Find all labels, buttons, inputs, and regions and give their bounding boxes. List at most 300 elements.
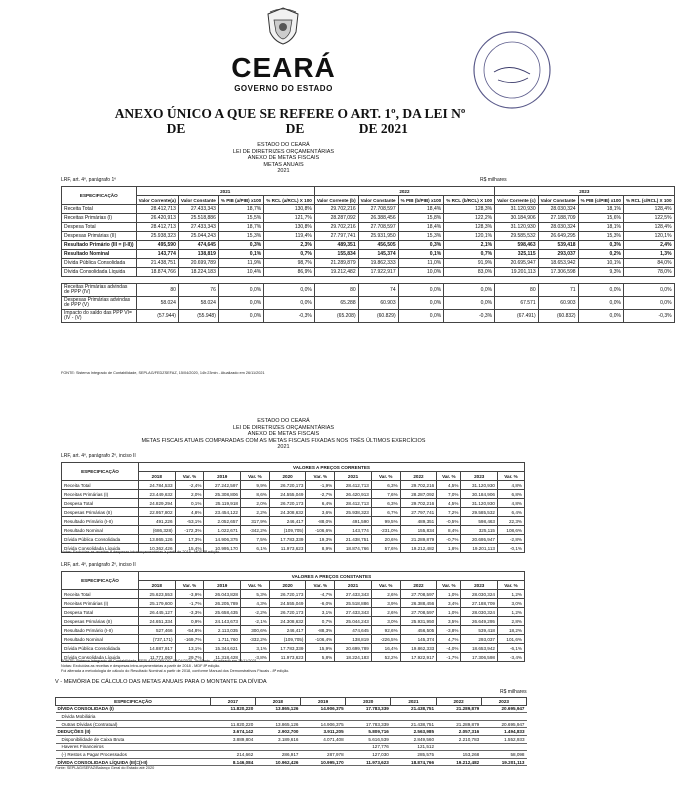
table-row [62,590,525,599]
cell-value: 1,0% [437,590,461,599]
cell-value: 4,5% [437,481,461,490]
cell-value: (737,171) [139,635,176,644]
table-row [62,223,675,232]
cell-value: 6,1% [240,544,269,553]
cell-value: 84,0% [623,259,674,268]
row-label: DEDUÇÕES (II) [56,728,211,736]
col-header: Var. % [497,472,524,481]
cell-value: 0,0% [398,297,444,310]
cell-value: 11.973,623 [269,653,306,662]
cell-value: 24.308,632 [269,508,306,517]
cell-value: 26.420,913 [335,490,372,499]
cell-value: 78,0% [623,268,674,277]
cell-value [300,743,345,751]
subcol-header: Valor Constante [178,196,218,205]
cell-value: 5.809,716 [346,728,391,736]
cell-value: 0,3% [398,241,444,250]
cell-value: 8,6% [240,490,269,499]
cell-value: 2.210,783 [436,735,481,743]
cell-value: 17.306,598 [461,653,498,662]
section2-hdr-line: ANEXO DE METAS FISCAIS [247,431,320,438]
cell-value: -172,3% [175,526,204,535]
cell-value: -88,3% [306,626,335,635]
cell-value: 153,268 [436,751,481,759]
cell-value: 0,1% [218,250,263,259]
cell-value: 18.224,183 [178,268,218,277]
cell-value: 21.289,879 [436,705,481,713]
cell-value: -0,3% [623,310,674,323]
cell-value: 80 [314,284,358,297]
table-row [62,297,675,310]
col-header: Var. % [437,472,461,481]
cell-value: 14.906,375 [300,705,345,713]
cell-value: (60.832) [538,310,578,323]
col-spec: ESPECIFICAÇÃO [62,572,139,590]
cell-value: (686,328) [139,526,176,535]
cell-value: 2.902,700 [255,728,300,736]
col-spec: ESPECIFICAÇÃO [62,463,139,481]
row-label: Despesa Total [62,608,139,617]
cell-value: 13.865,126 [255,705,300,713]
cell-value: 287,978 [300,751,345,759]
cell-value: 26.649,295 [538,232,578,241]
cell-value: 28.412,713 [136,205,178,214]
cell-value: 18,4% [398,205,444,214]
cell-value: 456,505 [400,626,437,635]
cell-value: -6,1% [497,644,524,653]
cell-value [211,743,256,751]
row-label: Receitas Primárias advindas de PPP (IV) [62,284,137,297]
cell-value: 31.120,930 [461,499,498,508]
cell-value: 491,226 [139,517,176,526]
row-label: Despesas Primárias (II) [62,232,137,241]
cell-value: 26.720,173 [269,481,306,490]
cell-value: 29.585,532 [461,508,498,517]
row-label: Despesas Primárias (II) [62,617,139,626]
section1-hdr-line: METAS ANUAIS [263,161,304,168]
cell-value: 3,9% [371,599,400,608]
cell-value: 1,0% [437,608,461,617]
cell-value: 10,4% [218,268,263,277]
table-row [62,599,525,608]
cell-value: 108,6% [497,526,524,535]
row-label: Receitas Primárias (I) [62,490,139,499]
cell-value: 6,3% [371,481,400,490]
cell-value: 145,374 [400,635,437,644]
cell-value: 128,3% [444,223,495,232]
cell-value: 10.995,170 [204,544,241,553]
cell-value: 2,0% [175,490,204,499]
table-row [62,499,525,508]
cell-value: 14.906,375 [300,720,345,728]
cell-value: 0,0% [578,284,623,297]
row-label: Resultado Nominal [62,635,139,644]
brand-subtitle: GOVERNO DO ESTADO [234,84,333,93]
cell-value: 24.308,632 [269,617,306,626]
cell-value: 2,6% [371,608,400,617]
row-label: Receitas Primárias (I) [62,214,137,223]
cell-value: 138,819 [335,635,372,644]
section2-note-b2: Notas: Excluídas as receitas e despesas intra-orçamentárias a partir de 2018 - MDF 8ª edição. [61,664,221,668]
cell-value: 1,8% [437,544,461,553]
cell-value: 2.113,035 [204,626,241,635]
section1-hdr-line: ESTADO DO CEARÁ [257,142,310,148]
cell-value: 20.695,947 [481,720,526,728]
cell-value: 86,9% [264,268,315,277]
cell-value: 0,0% [578,310,623,323]
cell-value: -2,7% [306,490,335,499]
cell-value: 489,351 [314,241,358,250]
annex-title-line1: ANEXO ÚNICO A QUE SE REFERE O ART. 1º, DA LEI Nº [114,106,466,121]
subcol-header: % RCL (a/RCL) X 100 [264,196,315,205]
table-row [62,241,675,250]
cell-value: 0,1% [175,499,204,508]
row-label: Despesas Primárias advindas de PPP (V) [62,297,137,310]
cell-value: 29.702,216 [400,499,437,508]
row-label: Despesa Total [62,223,137,232]
cell-value: 19.201,113 [481,758,526,766]
cell-value: 127,030 [346,751,391,759]
cell-value: 4.071,408 [300,735,345,743]
cell-value: 539,418 [538,241,578,250]
cell-value: 27.242,597 [204,481,241,490]
cell-value: 0,0% [444,297,495,310]
cell-value: 293,037 [538,250,578,259]
cell-value: 60.903 [358,297,398,310]
cell-value: 4,8% [175,508,204,517]
cell-value: 3,0% [371,617,400,626]
row-label: Dívida Pública Consolidada [62,535,139,544]
cell-value: 5,8% [306,653,335,662]
cell-value: 58.024 [178,297,218,310]
cell-value: 19.212,482 [436,758,481,766]
cell-value: 15.344,621 [204,644,241,653]
cell-value: 26.445,127 [139,608,176,617]
cell-value: 58,098 [481,751,526,759]
cell-value: -3,8% [240,653,269,662]
table-row [62,284,675,297]
cell-value: 6,4% [306,499,335,508]
cell-value: 2.563,985 [391,728,436,736]
cell-value: -2,8% [497,535,524,544]
cell-value: 74 [358,284,398,297]
cell-value: 60.903 [538,297,578,310]
cell-value: 20.699,789 [178,259,218,268]
cell-value: 26.420,913 [136,214,178,223]
cell-value: 3.674,142 [211,728,256,736]
cell-value [300,713,345,721]
cell-value: 8.146,084 [211,758,256,766]
row-label: Dívida Consolidada Líquida [62,268,137,277]
table-row [56,713,527,721]
cell-value: 474,645 [335,626,372,635]
cell-value: -0,3% [444,310,495,323]
cell-value: 14.887,917 [139,644,176,653]
cell-value: 26.649,295 [461,617,498,626]
col-header: 2022 [436,698,481,706]
cell-value: 0,0% [218,297,263,310]
cell-value: 80 [495,284,539,297]
subcol-header: Valor Corrente(a) [136,196,178,205]
debt-calculation-table [55,697,527,766]
cell-value: 11.318,428 [204,653,241,662]
cell-value: 16,4% [371,644,400,653]
cell-value: 0,1% [398,250,444,259]
subcol-header: Valor Constante [358,196,398,205]
cell-value: 71 [538,284,578,297]
cell-value: 25.931,950 [358,232,398,241]
cell-value: 19.201,113 [461,544,498,553]
cell-value: 155,834 [314,250,358,259]
cell-value: 27.708,597 [358,223,398,232]
cell-value: 91,9% [444,259,495,268]
cell-value: 27.433,343 [335,608,372,617]
row-label: Resultado Nominal [62,526,139,535]
cell-value: 21.289,879 [314,259,358,268]
cell-value: -3,3% [175,608,204,617]
cell-value: 5,3% [240,590,269,599]
cell-value: 2,2% [240,508,269,517]
cell-value: 1.552,933 [481,735,526,743]
cell-value: 28.030,324 [461,590,498,599]
cell-value: 24.784,533 [139,481,176,490]
annex-title-de-3: DE 2021 [358,121,408,136]
cell-value: 246,417 [269,626,306,635]
col-header: Var. % [175,581,204,590]
cell-value: 7,5% [240,535,269,544]
cell-value: 9,3% [578,268,623,277]
col-header: 2018 [139,581,176,590]
cell-value: 6,4% [497,508,524,517]
cell-value: -0,1% [497,544,524,553]
cell-value: 128,4% [623,205,674,214]
cell-value: 27.708,597 [400,590,437,599]
year-header: 2022 [314,187,494,196]
cell-value: 25.623,553 [139,590,176,599]
cell-value: (65.208) [314,310,358,323]
cell-value: 15,9% [306,644,335,653]
cell-value: 18.874,766 [136,268,178,277]
cell-value: 29.702,216 [314,223,358,232]
table-row [56,728,527,736]
cell-value: 474,645 [178,241,218,250]
cell-value: (67.491) [495,310,539,323]
cell-value: 0,0% [398,310,444,323]
col-header: 2019 [204,472,241,481]
cell-value: 17.783,339 [269,644,306,653]
cell-value: -226,5% [371,635,400,644]
cell-value: 20.695,947 [495,259,539,268]
col-header: 2022 [400,472,437,481]
col-header: Var. % [240,581,269,590]
annex-title-line2 [40,121,540,136]
cell-value: 2,4% [623,241,674,250]
cell-value: 22.957,802 [139,508,176,517]
cell-value: 24.555,049 [269,490,306,499]
cell-value: 19.862,333 [358,259,398,268]
cell-value: 67.571 [495,297,539,310]
cell-value: 18,7% [218,205,263,214]
cell-value: 155,834 [400,526,437,535]
cell-value: 6,7% [371,508,400,517]
cell-value: -3,8% [437,626,461,635]
cell-value: 52,2% [371,653,400,662]
cell-value: -6,0% [306,599,335,608]
cell-value: -3,4% [497,653,524,662]
cell-value [255,713,300,721]
cell-value [481,713,526,721]
cell-value: -1,7% [175,599,204,608]
cell-value: 4,8% [497,499,524,508]
section1-hdr-line: LEI DE DIRETRIZES ORÇAMENTÁRIAS [232,148,335,155]
cell-value: 10.962,426 [255,758,300,766]
section1-hdr-line: ANEXO DE METAS FISCAIS [247,155,320,162]
cell-value: 58.024 [136,297,178,310]
cell-value: -106,4% [306,635,335,644]
cell-value: 26.720,173 [269,608,306,617]
cell-value: 18,2% [497,626,524,635]
col-header: Var. % [371,472,400,481]
cell-value: 539,418 [461,626,498,635]
cell-value: 31.120,930 [495,205,539,214]
col-header: 2021 [335,581,372,590]
cell-value [346,713,391,721]
section1-hdr-line: 2021 [277,168,290,175]
row-label: Resultado Primário (III = (I-II)) [62,241,137,250]
cell-value: 20,6% [371,535,400,544]
cell-value: 17.783,339 [346,705,391,713]
section2-law-ref-a: LRF, art. 4º, parágrafo 2º, inciso II [61,453,136,459]
table-row [62,490,525,499]
cell-value: 7,6% [371,490,400,499]
cell-value: 76 [178,284,218,297]
cell-value: 99,5% [371,517,400,526]
col-header: 2023 [481,698,526,706]
cell-value: 18.874,766 [335,544,372,553]
cell-value: 26.388,456 [400,599,437,608]
cell-value: -3,9% [175,590,204,599]
table-row [62,508,525,517]
cell-value: -2,4% [175,481,204,490]
cell-value: -1,9% [306,481,335,490]
col-header: 2018 [139,472,176,481]
col-header: Var. % [306,472,335,481]
table-row [62,617,525,626]
col-header: 2021 [391,698,436,706]
row-label: Dívida Mobiliária [56,713,211,721]
cell-value: -2,1% [240,617,269,626]
cell-value: (109,705) [269,526,306,535]
cell-value: 3.189,616 [255,735,300,743]
cell-value: 15,3% [218,232,263,241]
row-label: Dívida Consolidada Líquida [62,544,139,553]
cell-value: 8,4% [437,526,461,535]
subcol-header: % RCL (c/RCL) X 100 [623,196,674,205]
section2-note-b3: Foi alterada a metodologia de cálculo do Resultado Nominal a partir de 2018, conforme Manual dos Demonstrativos Fiscais - 8ª edição. [61,669,290,673]
cell-value: -106,6% [306,526,335,535]
cell-value: 26.720,173 [269,590,306,599]
col-header: 2020 [269,581,306,590]
annex-title-de-2: DE [285,121,305,136]
cell-value: 17.783,339 [346,720,391,728]
cell-value: -169,7% [175,635,204,644]
cell-value: 24.555,049 [269,599,306,608]
cell-value: 25.179,600 [139,599,176,608]
cell-value: 300,6% [240,626,269,635]
cell-value: 19.862,333 [400,644,437,653]
table-row [56,758,527,766]
cell-value: 456,505 [358,241,398,250]
cell-value: 80 [136,284,178,297]
cell-value: 3,5% [437,617,461,626]
cell-value: 17.922,917 [400,653,437,662]
cell-value: 15,6% [578,214,623,223]
table-row [62,232,675,241]
cell-value: 8,9% [306,544,335,553]
band-current-prices: VALORES A PREÇOS CORRENTES [139,463,525,472]
cell-value: 15,3% [578,232,623,241]
cell-value: 3,1% [306,608,335,617]
cell-value: 11.820,220 [211,705,256,713]
cell-value: 26.720,173 [269,499,306,508]
col-header: Var. % [497,581,524,590]
cell-value: 214,662 [211,751,256,759]
cell-value: 101,6% [497,635,524,644]
constant-prices-table [61,571,525,662]
cell-value: 3.911,205 [300,728,345,736]
cell-value: 25.931,950 [400,617,437,626]
cell-value: 11.973,623 [269,544,306,553]
cell-value: 143,774 [136,250,178,259]
row-label: Disponibilidade de Caixa Bruta [56,735,211,743]
cell-value: 27.797,741 [400,508,437,517]
cell-value [391,713,436,721]
cell-value: 10.995,170 [300,758,345,766]
cell-value: 0,0% [398,284,444,297]
cell-value: 128,3% [444,205,495,214]
cell-value: 138,819 [178,250,218,259]
cell-value: -53,1% [175,517,204,526]
table-row [62,535,525,544]
col-header: 2019 [204,581,241,590]
cell-value: 0,0% [623,297,674,310]
cell-value: 21.438,751 [391,705,436,713]
cell-value: 13.865,126 [255,720,300,728]
cell-value: 2.849,560 [391,735,436,743]
col-spec: ESPECIFICAÇÃO [56,698,211,706]
row-label: Receitas Primárias (I) [62,599,139,608]
cell-value: 27.433,343 [178,223,218,232]
section1-unit: R$ milhares [480,177,507,183]
cell-value: 15,4% [175,544,204,553]
cell-value: 20.695,947 [461,535,498,544]
cell-value: 2,3% [264,241,315,250]
cell-value: 15,5% [218,214,263,223]
cell-value: 11,9% [218,259,263,268]
table-row [62,608,525,617]
cell-value: -332,2% [240,635,269,644]
cell-value [436,743,481,751]
cell-value: -342,2% [240,526,269,535]
subcol-header: % RCL (b/RCL) X 100 [444,196,495,205]
cell-value: 293,037 [461,635,498,644]
cell-value: 4,7% [437,635,461,644]
cell-value: 2.052,657 [204,517,241,526]
cell-value: 27.188,709 [538,214,578,223]
table-row [62,259,675,268]
section2-hdr-line: METAS FISCAIS ATUAIS COMPARADAS COM AS METAS FISCAIS FIXADAS NOS TRÊS ÚLTIMOS EXERCÍCIOS [141,437,426,444]
row-label: Receita Total [62,205,137,214]
